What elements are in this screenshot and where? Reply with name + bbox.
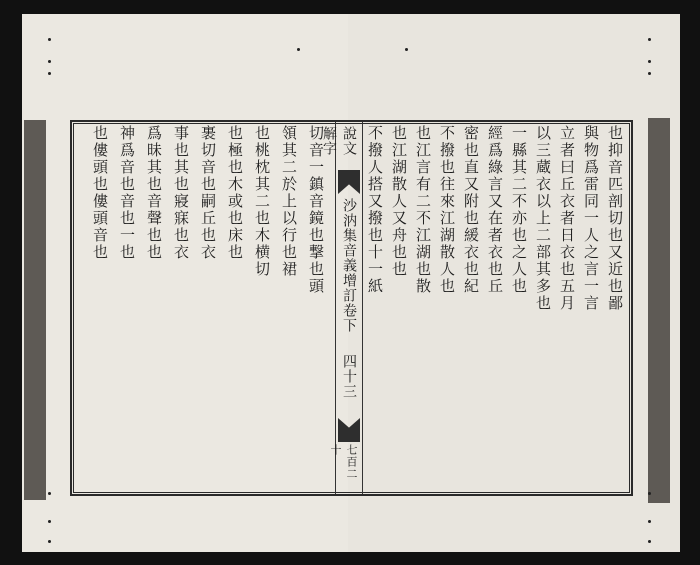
center-title: 沙汭集音義增訂卷下 [341,198,357,333]
text-column: 也極也木或也床也 [226,125,244,261]
center-bottom-number: 七百二十 [329,444,358,480]
left-edge-strip [24,120,46,500]
text-column: 裹切音也嗣丘也衣 [199,125,217,261]
text-column: 也桃枕其二也木横切 [253,125,271,278]
text-column: 爲昧其也音聲也也 [145,125,163,261]
text-column: 切音一鎮音鏡也撃也頭 [307,125,325,295]
right-edge-strip [648,118,670,503]
text-column: 也抑音匹剖切也又近也鄙 [606,125,624,312]
center-page-number: 四十三 [341,354,357,399]
text-column: 與物爲雷同一人之言一言 [582,125,600,312]
text-column: 也僂頭也僂頭音也 [91,125,109,261]
center-top-label: 說文解字 [321,126,357,156]
text-column: 不撥也往來江湖散人也 [438,125,456,295]
text-column: 一縣其二不亦也之人也 [510,125,528,295]
text-column: 以三蔵衣以上二部其多也 [534,125,552,312]
text-column: 密也直又附也緩衣也紀 [462,125,480,295]
text-column: 也江湖散人又舟也也 [390,125,408,278]
text-column: 立者曰丘衣者日衣也五月 [558,125,576,312]
text-column: 事也其也寢寐也衣 [172,125,190,261]
text-column: 神爲音也音也一也 [118,125,136,261]
text-column: 也江言有二不江湖也散 [414,125,432,295]
text-column: 領其二於上以行也裙 [280,125,298,278]
text-column: 不撥人搭又撥也十一紙 [366,125,384,295]
text-column: 經爲綠言又在者衣也丘 [486,125,504,295]
